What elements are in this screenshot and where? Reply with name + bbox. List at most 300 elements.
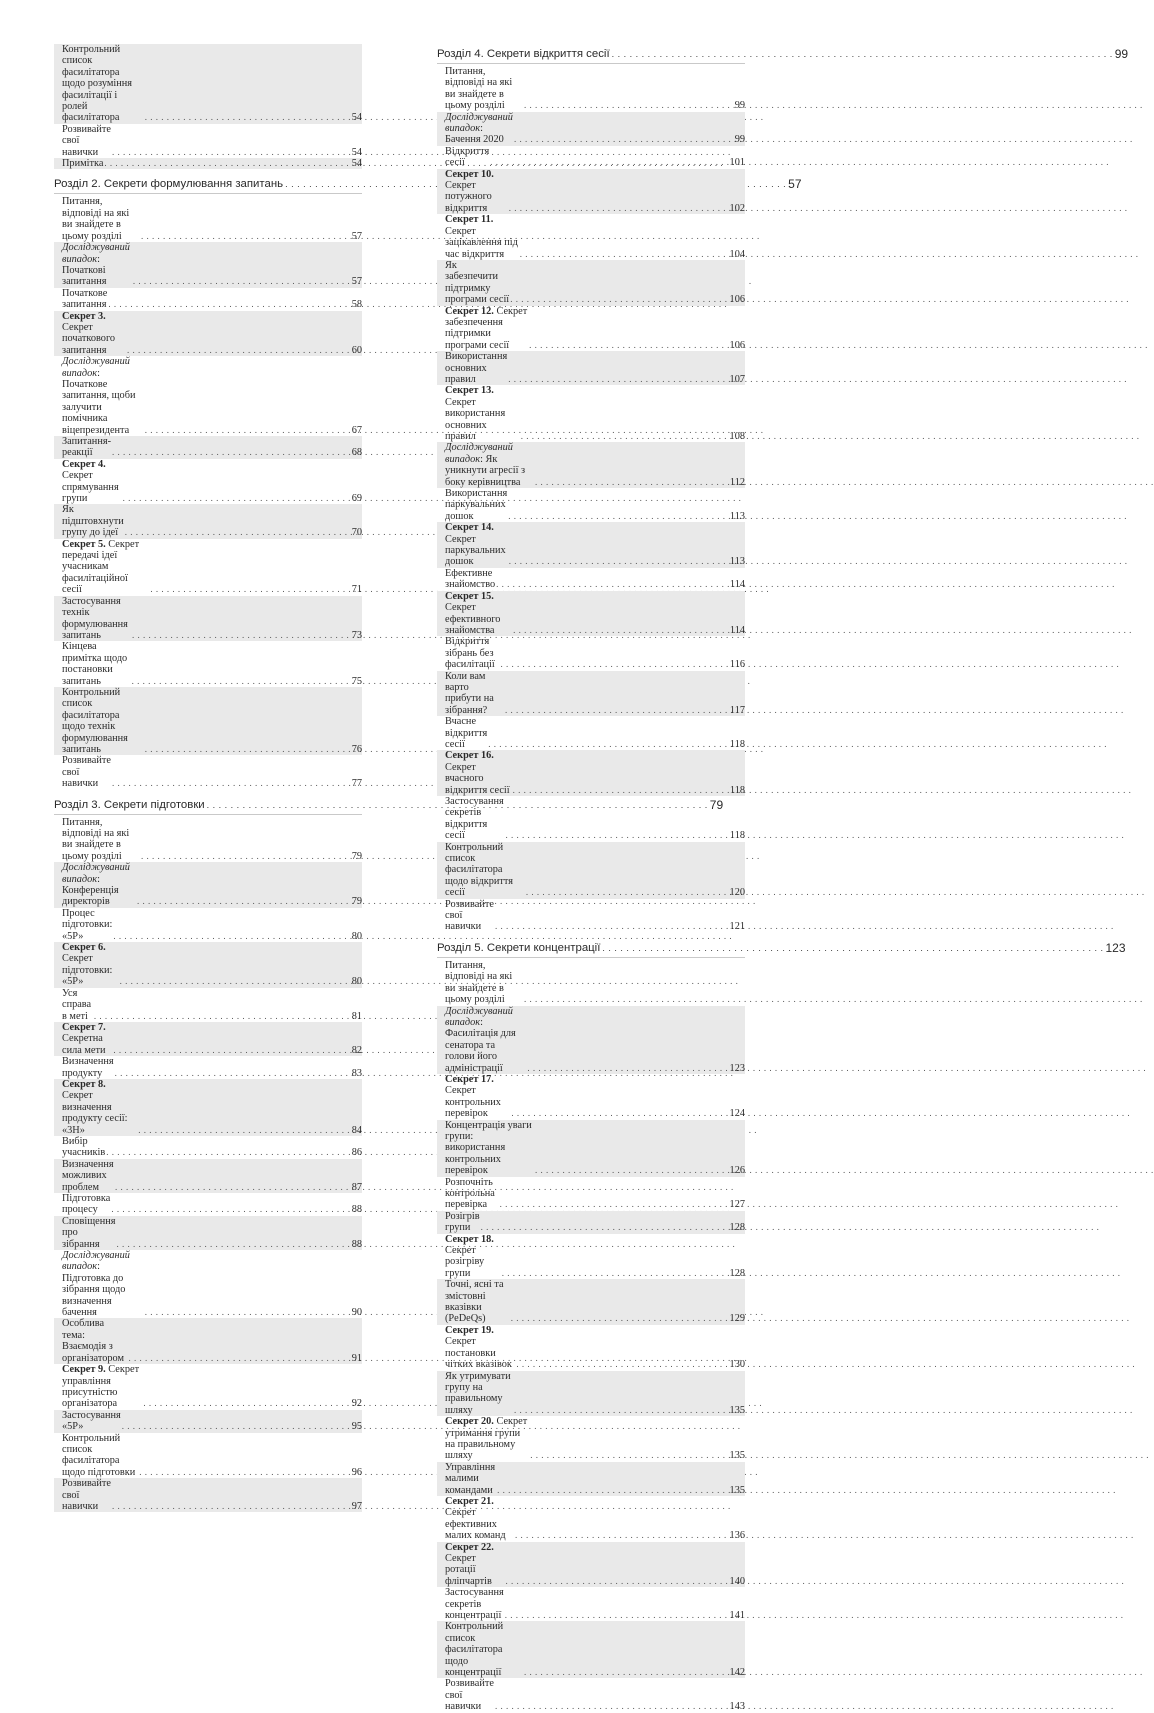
- toc-page-number: 69: [351, 493, 362, 505]
- toc-entry-label: Секрет 3.: [62, 310, 106, 322]
- toc-page-number: 79: [709, 797, 724, 812]
- toc-page-number: 71: [351, 584, 362, 596]
- toc-entry-title: [62, 641, 131, 687]
- toc-page-number: 95: [351, 1421, 362, 1433]
- toc-entry-text: : Підготовка до зібрання щодо визначення бачення: [62, 1261, 126, 1319]
- toc-leader-dots: [145, 425, 347, 436]
- toc-entry: [437, 716, 745, 750]
- toc-entry: [437, 442, 745, 488]
- toc-entry: [437, 899, 745, 933]
- toc-page-number: 114: [729, 579, 745, 591]
- toc-page-number: 136: [729, 1530, 745, 1542]
- toc-entry: [54, 1056, 362, 1079]
- toc-entry-title: [62, 504, 124, 538]
- toc-leader-dots: [526, 887, 729, 898]
- toc-entry-title: [62, 196, 140, 242]
- toc-entry: [437, 351, 745, 385]
- toc-leader-dots: [141, 851, 347, 862]
- toc-entry-text: Секрет управління присутністю організатора: [62, 1364, 140, 1410]
- toc-entry: [54, 311, 362, 357]
- toc-entry-label: Секрет 9.: [62, 1364, 106, 1376]
- toc-entry: [54, 1079, 362, 1136]
- toc-leader-dots: [524, 1667, 729, 1678]
- toc-entry-title: [62, 158, 103, 169]
- toc-entry: [437, 1325, 745, 1371]
- toc-entry-text: Секрет визначення продукту сесії: «3Н»: [62, 1090, 128, 1136]
- toc-page-number: 114: [729, 624, 745, 636]
- toc-entry: [437, 1462, 745, 1496]
- toc-entry-label: Секрет 20.: [445, 1416, 494, 1428]
- toc-entry-title: [445, 1371, 513, 1417]
- toc-entry-text: Секрет постановки чітких вказівок: [445, 1336, 512, 1371]
- toc-leader-dots: [509, 556, 729, 567]
- toc-leader-dots: [508, 511, 729, 522]
- toc-entry-text: Секрет початкового запитання: [62, 321, 116, 356]
- toc-entry-title: [62, 1193, 110, 1216]
- toc-entry-title: [445, 66, 523, 112]
- toc-entry: [437, 1234, 745, 1280]
- toc-leader-dots: [143, 1398, 347, 1409]
- toc-entry: [54, 196, 362, 242]
- toc-page-number: 121: [729, 921, 745, 933]
- toc-entry-label: Досліджуваний випадок: [62, 242, 130, 265]
- toc-entry: [437, 488, 745, 522]
- toc-entry-title: [445, 750, 512, 796]
- toc-entry: [437, 260, 745, 306]
- toc-page-number: 81: [351, 1010, 362, 1022]
- toc-page-number: 75: [351, 675, 362, 687]
- toc-entry-title: [62, 539, 149, 596]
- toc-entry-title: [62, 687, 144, 755]
- toc-leader-dots: [514, 134, 730, 145]
- toc-page-number: 128: [729, 1222, 745, 1234]
- toc-leader-dots: [150, 584, 347, 595]
- toc-entry-text: Концентрація уваги групи: використання контрольних перевірок: [445, 1119, 532, 1177]
- toc-leader-dots: [125, 527, 347, 538]
- toc-entry-label: Досліджуваний випадок: [62, 356, 130, 379]
- toc-section-heading: [437, 940, 1126, 958]
- toc-leader-dots: [516, 1359, 728, 1370]
- toc-entry-text: Розпочніть контрольна перевірка: [445, 1176, 495, 1211]
- toc-entry-title: [62, 817, 140, 863]
- toc-entry: [54, 755, 362, 789]
- toc-entry-text: Секрет спрямування групи: [62, 470, 119, 505]
- toc-entry-title: [62, 436, 111, 459]
- toc-entry: [437, 1621, 745, 1678]
- toc-leader-dots: [497, 1485, 728, 1496]
- toc-entry-text: Підготовка процесу: [62, 1193, 111, 1216]
- toc-entry-text: Секрет підготовки: «5Р»: [62, 953, 113, 988]
- toc-entry: [437, 1177, 745, 1211]
- toc-entry-title: [62, 596, 131, 642]
- toc-page-number: 99: [1114, 47, 1129, 61]
- toc-entry-text: Відкриття сесії: [445, 145, 490, 169]
- toc-leader-dots: [94, 1011, 347, 1022]
- toc-section-heading: [437, 47, 1129, 64]
- toc-entry-title: [445, 1211, 480, 1234]
- toc-entry: [437, 1211, 745, 1234]
- toc-entry: [54, 862, 362, 908]
- toc-entry: [437, 112, 745, 146]
- toc-entry-text: Процес підготовки: «5Р»: [62, 907, 113, 942]
- toc-entry-text: Як підштовхнути групу до ідеї: [62, 504, 124, 539]
- toc-page-number: 106: [729, 339, 745, 351]
- toc-leader-dots: [490, 157, 728, 168]
- toc-leader-dots: [112, 1501, 347, 1512]
- toc-entry-title: [62, 908, 112, 942]
- toc-entry-label: Досліджуваний випадок: [445, 442, 513, 465]
- toc-page-number: 86: [351, 1147, 362, 1159]
- toc-entry: [437, 214, 745, 260]
- toc-entry: [437, 960, 745, 1006]
- toc-entry: [437, 66, 745, 112]
- toc-page-number: 90: [351, 1307, 362, 1319]
- toc-entry: [437, 1279, 745, 1325]
- toc-entry-title: [62, 288, 107, 311]
- toc-entry-title: [445, 351, 507, 385]
- toc-leader-dots: [123, 493, 347, 504]
- toc-leader-dots: [145, 744, 347, 755]
- toc-leader-dots: [115, 1182, 347, 1193]
- toc-page-number: 68: [351, 447, 362, 459]
- toc-entry-text: Розділ 2. Секрети формулювання запитань: [54, 178, 284, 191]
- toc-page-number: 127: [729, 1199, 745, 1211]
- toc-entry-text: Розвивайте свої навички: [62, 1478, 111, 1512]
- toc-entry: [54, 908, 362, 942]
- toc-entry-text: Секрет контрольних перевірок: [445, 1085, 501, 1120]
- toc-page-number: 107: [729, 373, 745, 385]
- toc-entry: [437, 306, 745, 352]
- toc-entry: [54, 1159, 362, 1193]
- toc-entry-title: [445, 442, 534, 488]
- toc-entry-title: [445, 1325, 515, 1371]
- toc-entry-text: : Конференція директорів: [62, 873, 119, 908]
- toc-entry-title: [445, 1120, 534, 1177]
- toc-entry-text: Коли вам варто прибути на зібрання?: [445, 670, 494, 716]
- toc-leader-dots: [496, 579, 729, 590]
- toc-leader-dots: [505, 705, 729, 716]
- toc-entry-title: [62, 242, 132, 288]
- toc-entry-text: Контрольний список фасилітатора щодо розуміння фасилітації і ролей фасилітатора: [62, 44, 133, 124]
- toc-page-number: 82: [351, 1044, 362, 1056]
- toc-entry-text: Секретна сила мети: [62, 1033, 106, 1056]
- toc-page-number: 70: [351, 527, 362, 539]
- toc-leader-dots: [511, 1313, 729, 1324]
- toc-entry-title: [62, 942, 119, 988]
- toc-entry-title: [445, 522, 508, 568]
- toc-page-number: 57: [788, 177, 802, 192]
- toc-leader-dots: [535, 1165, 729, 1176]
- toc-entry-text: Секрет розігріву групи: [445, 1245, 485, 1279]
- toc-leader-dots: [120, 976, 347, 987]
- toc-entry: [54, 242, 362, 288]
- toc-entry: [54, 539, 362, 596]
- toc-entry: [54, 817, 362, 863]
- toc-leader-dots: [112, 147, 347, 158]
- toc-entry-title: [62, 356, 144, 436]
- toc-page-number: 108: [729, 431, 745, 442]
- toc-entry: [54, 1364, 362, 1410]
- toc-page-number: 104: [729, 248, 745, 260]
- toc-entry-text: Розділ 4. Секрети відкриття сесії: [437, 48, 610, 60]
- toc-entry-text: Застосування «5Р»: [62, 1409, 121, 1433]
- toc-leader-dots: [108, 299, 347, 310]
- toc-leader-dots: [612, 48, 1113, 61]
- toc-entry: [54, 44, 362, 124]
- toc-leader-dots: [113, 1045, 347, 1056]
- toc-entry-text: Кінцева примітка щодо постановки запитань: [62, 641, 128, 687]
- toc-entry: [54, 1022, 362, 1056]
- toc-page-number: 124: [729, 1108, 745, 1120]
- toc-page-number: 118: [729, 830, 745, 842]
- toc-entry: [54, 1410, 362, 1433]
- toc-entry-text: Питання, відповіді на які ви знайдете в цьому розділі: [445, 66, 513, 112]
- toc-entry-label: Секрет 21.: [445, 1495, 494, 1507]
- toc-entry-text: Застосування секретів відкриття сесії: [445, 796, 504, 842]
- toc-entry-text: Як утримувати групу на правильному шляху: [445, 1370, 511, 1416]
- toc-entry-label: Секрет 12.: [445, 305, 494, 317]
- toc-leader-dots: [514, 1405, 729, 1416]
- toc-entry: [54, 942, 362, 988]
- toc-page-number: 113: [729, 510, 745, 522]
- toc-leader-dots: [132, 630, 347, 641]
- toc-leader-dots: [513, 625, 729, 636]
- toc-entry-text: Питання, відповіді на які ви знайдете в цьому розділі: [445, 959, 513, 1006]
- toc-entry-text: Особлива тема: Взаємодія з організатором: [62, 1318, 124, 1364]
- toc-page-number: 142: [729, 1667, 745, 1679]
- toc-entry-text: Використання основних правил: [445, 351, 508, 385]
- toc-leader-dots: [112, 778, 347, 789]
- toc-entry-label: Секрет 22.: [445, 1541, 494, 1553]
- toc-entry: [54, 356, 362, 436]
- toc-entry-title: [445, 112, 513, 146]
- toc-page-number: 112: [729, 476, 745, 488]
- toc-page-number: 88: [351, 1238, 362, 1250]
- toc-entry-title: [445, 146, 489, 169]
- toc-leader-dots: [145, 112, 347, 123]
- toc-page-number: 99: [734, 100, 745, 112]
- toc-entry: [54, 988, 362, 1022]
- toc-page-number: 54: [351, 158, 362, 170]
- toc-entry: [437, 796, 745, 842]
- toc-page-number: 117: [729, 704, 745, 716]
- toc-entry: [437, 750, 745, 796]
- toc-entry-text: Початкове запитання: [62, 287, 108, 311]
- toc-entry: [54, 459, 362, 505]
- toc-leader-dots: [508, 374, 728, 385]
- toc-section-heading: [54, 797, 724, 815]
- toc-entry-text: Секрет ефективного знайомства: [445, 602, 501, 636]
- toc-entry-title: [445, 214, 519, 260]
- toc-entry-text: Розігрів групи: [445, 1210, 480, 1234]
- toc-page-number: 88: [351, 1204, 362, 1216]
- toc-entry: [437, 1074, 745, 1120]
- toc-entry-text: Секрет вчасного відкриття сесії: [445, 761, 510, 796]
- toc-leader-dots: [104, 158, 347, 169]
- toc-entry-title: [62, 1136, 105, 1159]
- toc-entry-title: [62, 755, 111, 789]
- toc-entry-text: Уся справа в меті: [62, 987, 92, 1022]
- toc-page-number: 141: [729, 1610, 745, 1622]
- toc-entry: [437, 169, 745, 215]
- toc-entry-text: Секрет ротації фліпчартів: [445, 1553, 492, 1587]
- toc-entry-text: Контрольний список фасилітатора щодо технік формулювання запитань: [62, 686, 128, 755]
- toc-entry: [54, 1478, 362, 1512]
- toc-entry-text: Розділ 5. Секрети концентрації: [437, 941, 601, 954]
- toc-entry-label: Секрет 4.: [62, 458, 106, 470]
- toc-entry: [54, 1136, 362, 1159]
- toc-entry-text: Сповіщення про зібрання: [62, 1215, 116, 1250]
- toc-leader-dots: [132, 676, 347, 687]
- toc-entry: [54, 641, 362, 687]
- toc-page-number: 54: [351, 146, 362, 158]
- toc-leader-dots: [524, 100, 730, 111]
- toc-entry-label: Досліджуваний випадок: [445, 111, 513, 135]
- toc-entry-text: Визначення продукту: [62, 1056, 114, 1079]
- toc-entry: [54, 158, 362, 169]
- toc-entry-title: [62, 1079, 137, 1136]
- toc-leader-dots: [137, 896, 347, 907]
- toc-page-number: 60: [351, 344, 362, 356]
- toc-leader-dots: [488, 739, 729, 750]
- toc-entry-text: Управління малими командами: [445, 1461, 496, 1496]
- toc-leader-dots: [115, 1068, 347, 1079]
- toc-entry-text: Контрольний список фасилітатора щодо концентрації: [445, 1621, 504, 1679]
- toc-entry-title: [445, 306, 528, 352]
- toc-entry-title: [437, 48, 610, 61]
- toc-leader-dots: [535, 477, 729, 488]
- toc-leader-dots: [138, 1125, 347, 1136]
- toc-entry-title: [62, 1250, 144, 1318]
- toc-entry-title: [54, 178, 283, 191]
- toc-page-number: 80: [351, 976, 362, 988]
- toc-entry-text: Розвивайте свої навички: [445, 1678, 494, 1713]
- toc-entry-title: [445, 1234, 501, 1280]
- toc-entry-title: [445, 1496, 514, 1542]
- toc-page-number: 99: [734, 134, 745, 146]
- toc-leader-dots: [106, 1147, 347, 1158]
- toc-entry-label: Досліджуваний випадок: [62, 862, 130, 885]
- toc-page-number: 140: [729, 1575, 745, 1587]
- toc-entry-text: Як забезпечити підтримку програми сесії: [445, 259, 510, 306]
- toc-entry-text: Точні, ясні та змістовні вказівки (PeDeQs): [445, 1279, 504, 1325]
- toc-entry: [437, 568, 745, 591]
- toc-entry-title: [62, 44, 144, 124]
- toc-entry-label: Секрет 14.: [445, 522, 494, 534]
- toc-entry-text: Примітка: [62, 158, 104, 170]
- toc-entry-text: : Початкове запитання, щоби залучити помічника віцепрезидента: [62, 367, 136, 436]
- toc-entry-text: : Початкові запитання: [62, 253, 107, 288]
- toc-entry-title: [62, 1022, 112, 1056]
- toc-entry-text: Розділ 3. Секрети підготовки: [54, 798, 205, 811]
- toc-entry-text: Розвивайте свої навички: [62, 123, 111, 158]
- toc-entry-title: [62, 311, 126, 357]
- toc-entry-label: Секрет 15.: [445, 590, 494, 602]
- toc-entry: [437, 1416, 745, 1462]
- toc-entry-text: Секрет передачі ідеї учасникам фасилітаційної сесії: [62, 538, 140, 596]
- toc-entry-title: [62, 459, 122, 505]
- toc-leader-dots: [122, 1421, 347, 1432]
- toc-page-number: 129: [729, 1313, 745, 1325]
- toc-entry-label: Досліджуваний випадок: [62, 1250, 130, 1273]
- toc-entry: [54, 288, 362, 311]
- toc-entry-title: [445, 1621, 523, 1678]
- toc-entry-title: [62, 1159, 114, 1193]
- toc-entry: [437, 146, 745, 169]
- toc-entry: [54, 596, 362, 642]
- toc-entry: [437, 522, 745, 568]
- toc-page-number: 143: [729, 1701, 745, 1713]
- toc-entry-title: [445, 636, 500, 670]
- toc-entry: [54, 1433, 362, 1479]
- toc-entry-text: Контрольний список фасилітатора щодо підготовки: [62, 1432, 136, 1478]
- toc-page-number: 106: [729, 294, 745, 306]
- toc-entry-title: [54, 799, 205, 812]
- toc-entry-title: [445, 260, 509, 306]
- toc-entry: [437, 671, 745, 717]
- toc-entry-title: [445, 591, 512, 637]
- toc-entry-text: : Як уникнути агресії з боку керівництва: [445, 453, 526, 488]
- toc-page-number: 91: [351, 1352, 362, 1364]
- toc-entry-label: Секрет 13.: [445, 385, 494, 397]
- toc-leader-dots: [112, 447, 347, 458]
- toc-entry-title: [62, 988, 93, 1022]
- toc-entry-text: Секрет паркувальних дошок: [445, 533, 506, 568]
- toc-entry-text: Використання паркувальних дошок: [445, 488, 508, 522]
- toc-leader-dots: [509, 203, 729, 214]
- toc-entry: [54, 436, 362, 459]
- toc-entry-text: Вчасне відкриття сесії: [445, 716, 488, 750]
- toc-page-number: 73: [351, 629, 362, 641]
- toc-page-number: 54: [351, 112, 362, 124]
- toc-section-heading: [54, 177, 802, 194]
- toc-page-number: 84: [351, 1124, 362, 1136]
- toc-leader-dots: [513, 785, 729, 796]
- toc-page-number: 80: [351, 930, 362, 942]
- toc-page-number: 77: [351, 778, 362, 790]
- toc-leader-dots: [133, 276, 347, 287]
- toc-entry-text: Розвивайте свої навички: [62, 755, 111, 790]
- toc-page-number: 135: [729, 1450, 745, 1462]
- toc-entry: [54, 1250, 362, 1318]
- toc-entry-title: [437, 942, 600, 955]
- toc-page-number: 126: [729, 1165, 745, 1177]
- toc-entry-title: [445, 960, 523, 1006]
- toc-entry-title: [445, 1177, 499, 1211]
- toc-page-number: 135: [729, 1404, 745, 1416]
- toc-entry-title: [62, 1433, 138, 1479]
- toc-entry-text: Питання, відповіді на які ви знайдете в цьому розділі: [62, 816, 130, 862]
- toc-page-number: 96: [351, 1466, 362, 1478]
- toc-entry-title: [445, 385, 520, 442]
- toc-entry: [437, 1542, 745, 1588]
- toc-entry-text: Контрольний список фасилітатора щодо відкриття сесії: [445, 841, 513, 899]
- toc-entry-text: Визначення можливих проблем: [62, 1158, 114, 1193]
- toc-entry-text: Секрет ефективних малих команд: [445, 1507, 506, 1542]
- toc-entry-title: [445, 568, 495, 591]
- toc-page-number: 57: [351, 230, 362, 242]
- toc-entry-text: Питання, відповіді на які ви знайдете в цьому розділі: [62, 196, 130, 242]
- toc-leader-dots: [510, 294, 728, 305]
- toc-entry-title: [445, 1416, 529, 1462]
- toc-leader-dots: [481, 1222, 729, 1233]
- toc-leader-dots: [111, 1204, 347, 1215]
- toc-entry: [437, 1587, 745, 1621]
- toc-entry-title: [445, 716, 487, 750]
- toc-entry-label: Секрет 5.: [62, 538, 106, 550]
- toc-entry-title: [445, 1279, 510, 1325]
- toc-page-number: 113: [729, 556, 745, 568]
